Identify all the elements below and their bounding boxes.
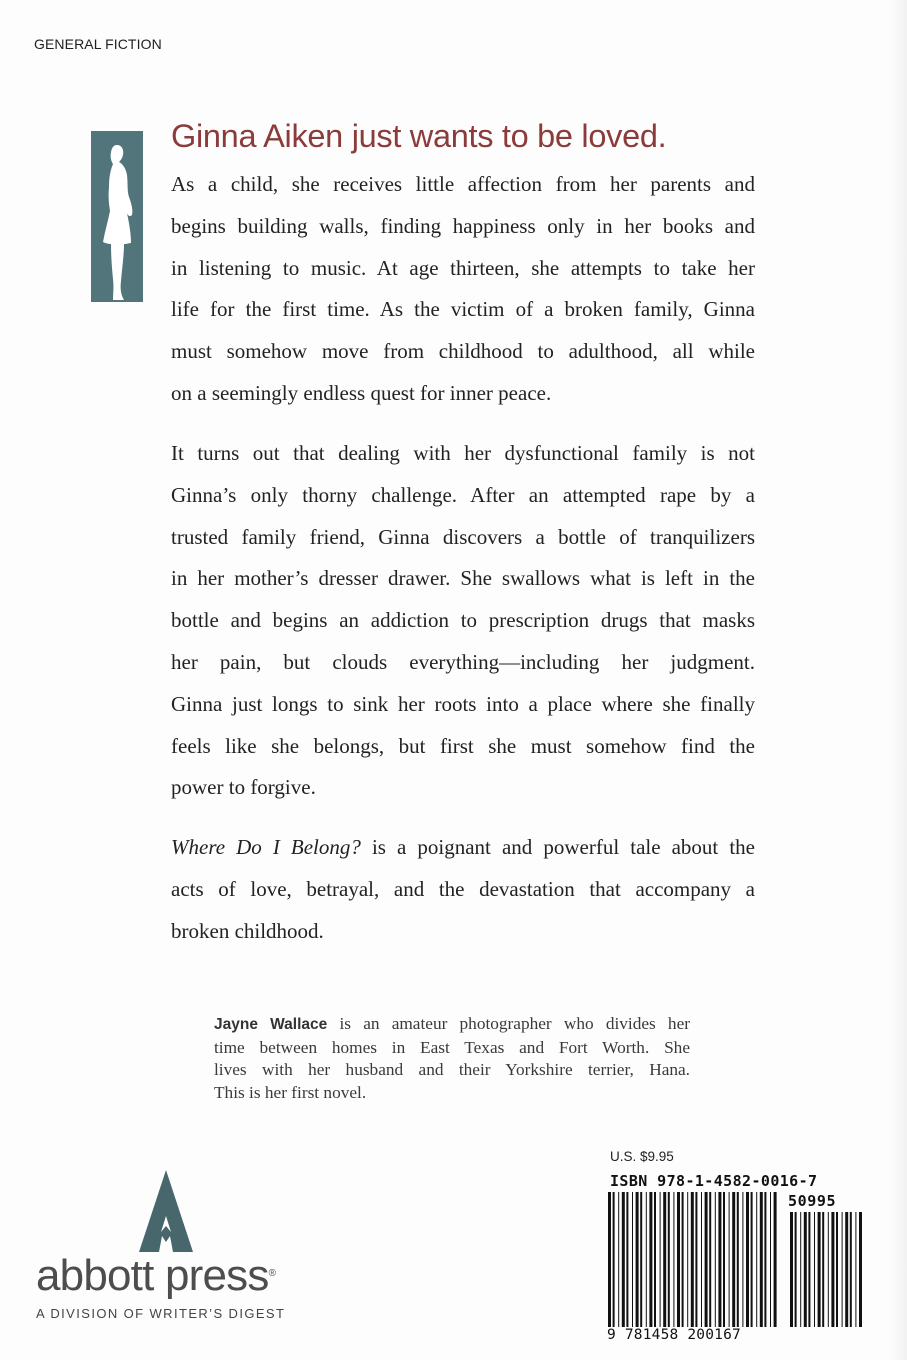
barcode-bar — [668, 1192, 670, 1327]
barcode-bar — [804, 1212, 807, 1327]
paragraph-3-line: acts of love, betrayal, and the devastation that accompany a — [171, 876, 755, 901]
barcode-bar — [636, 1192, 639, 1327]
paragraph-2-line: trusted family friend, Ginna discovers a bottle of tranquilizers — [171, 524, 755, 549]
barcode-bar — [732, 1192, 735, 1327]
barcode-bar — [691, 1192, 694, 1327]
barcode-bar — [855, 1212, 856, 1327]
barcode-bar — [845, 1212, 848, 1327]
paragraph-1-line: As a child, she receives little affection from her parents and — [171, 172, 755, 196]
barcode-bar — [842, 1212, 843, 1327]
barcode-bar — [737, 1192, 739, 1327]
barcode-bar — [718, 1192, 721, 1336]
publisher-name-text: abbott press — [36, 1251, 269, 1300]
paragraph-2 — [171, 433, 755, 809]
barcode-bar — [850, 1212, 852, 1327]
barcode-bar — [790, 1212, 793, 1327]
barcode-bar — [626, 1192, 628, 1327]
barcode-bar — [687, 1192, 688, 1327]
barcode-bar — [677, 1192, 680, 1327]
barcode-bar — [618, 1192, 619, 1327]
paragraph-3 — [171, 827, 755, 952]
headline: Ginna Aiken just wants to be loved. — [171, 118, 667, 154]
barcode-bar — [682, 1192, 684, 1327]
barcode-bar — [808, 1212, 810, 1327]
publisher-tagline: A DIVISION OF WRITER’S DIGEST — [36, 1306, 286, 1321]
paragraph-1-line: life for the first time. As the victim of a broken family, Ginna — [171, 297, 755, 322]
paragraph-2-line: her pain, but clouds everything—including her judgment. — [171, 649, 755, 674]
addon-barcode — [790, 1212, 862, 1336]
paragraph-1-line: must somehow move from childhood to adulthood, all while — [171, 339, 755, 364]
barcode-bar — [764, 1192, 766, 1327]
barcode-bar — [608, 1192, 611, 1336]
genre-label: GENERAL FICTION — [34, 36, 162, 52]
paragraph-2-line: Ginna just longs to sink her roots into a place where she finally — [171, 691, 755, 716]
barcode-bar — [814, 1212, 815, 1327]
author-bio-line: time between homes in East Texas and Fort Worth. She — [214, 1037, 690, 1057]
registered-mark: ® — [268, 1268, 276, 1279]
barcode-bar — [729, 1192, 730, 1327]
page-edge-shading — [890, 0, 907, 1360]
barcode-bar — [831, 1212, 834, 1327]
barcode-bar — [723, 1192, 725, 1336]
barcode-digits: 9 781458 200167 — [607, 1327, 741, 1343]
barcode-bar — [756, 1192, 757, 1327]
paragraph-1-line: in listening to music. At age thirteen, she attempts to take her — [171, 255, 755, 280]
barcode-bar — [795, 1212, 797, 1327]
barcode-bar — [774, 1192, 777, 1327]
barcode-bar — [760, 1192, 763, 1327]
paragraph-1-line: on a seemingly endless quest for inner peace. — [171, 380, 552, 405]
paragraph-3-line — [171, 827, 755, 869]
barcode-bar — [663, 1192, 666, 1327]
isbn-label: ISBN 978-1-4582-0016-7 — [610, 1172, 818, 1190]
barcode-bar — [701, 1192, 702, 1327]
barcode-bar — [613, 1192, 615, 1336]
paragraph-3-line: broken childhood. — [171, 918, 324, 943]
publisher-name — [36, 1251, 276, 1300]
barcode-bar — [709, 1192, 711, 1327]
barcode-bar — [640, 1192, 642, 1327]
paragraph-2-line: power to forgive. — [171, 775, 316, 800]
barcode-addon-number: 50995 — [788, 1192, 837, 1210]
book-title: Where Do I Belong? — [171, 835, 361, 859]
barcode-bar — [859, 1212, 862, 1327]
paragraph-1 — [171, 164, 755, 415]
barcode-bar — [660, 1192, 661, 1327]
barcode-bar — [742, 1192, 743, 1327]
paragraph-1-line: begins building walls, finding happiness only in her books and — [171, 213, 755, 238]
barcode-bar — [836, 1212, 838, 1327]
barcode-bar — [649, 1192, 652, 1327]
barcode-bar — [646, 1192, 647, 1327]
barcode-bar — [695, 1192, 697, 1327]
author-bio-line: lives with her husband and their Yorkshire terrier, Hana. — [214, 1060, 690, 1079]
barcode-bar — [705, 1192, 708, 1327]
barcode-bar — [632, 1192, 633, 1327]
author-name: Jayne Wallace — [214, 1016, 328, 1033]
author-bio-text: is an amateur photographer who divides her — [327, 1014, 690, 1033]
paragraph-2-line: bottle and begins an addiction to prescription drugs that masks — [171, 608, 755, 633]
paragraph-3-text: is a poignant and powerful tale about the — [360, 835, 755, 859]
author-bio — [214, 1013, 690, 1104]
author-bio-line — [214, 1013, 690, 1037]
paragraph-2-line: It turns out that dealing with her dysfunctional family is not — [171, 441, 755, 465]
barcode-bar — [751, 1192, 753, 1327]
barcode-bar — [715, 1192, 716, 1327]
author-bio-line: This is her first novel. — [214, 1082, 367, 1102]
barcode-bar — [654, 1192, 656, 1327]
barcode-bar — [800, 1212, 801, 1327]
barcode-bar — [622, 1192, 625, 1327]
barcode-bar — [673, 1192, 674, 1327]
paragraph-2-line: feels like she belongs, but first she must somehow find the — [171, 733, 755, 758]
barcode-bar — [818, 1212, 821, 1327]
barcode-bar — [822, 1212, 824, 1327]
publisher-logo-icon — [139, 1170, 193, 1252]
barcode-bar — [828, 1212, 829, 1327]
isbn-barcode — [608, 1192, 778, 1336]
barcode-bar — [746, 1192, 749, 1327]
paragraph-2-line: in her mother’s dresser drawer. She swallows what is left in the — [171, 566, 755, 591]
barcode-bar — [770, 1192, 771, 1327]
woman-silhouette-icon — [91, 131, 143, 302]
paragraph-2-line: Ginna’s only thorny challenge. After an attempted rape by a — [171, 482, 755, 507]
price-label: U.S. $9.95 — [610, 1149, 674, 1164]
